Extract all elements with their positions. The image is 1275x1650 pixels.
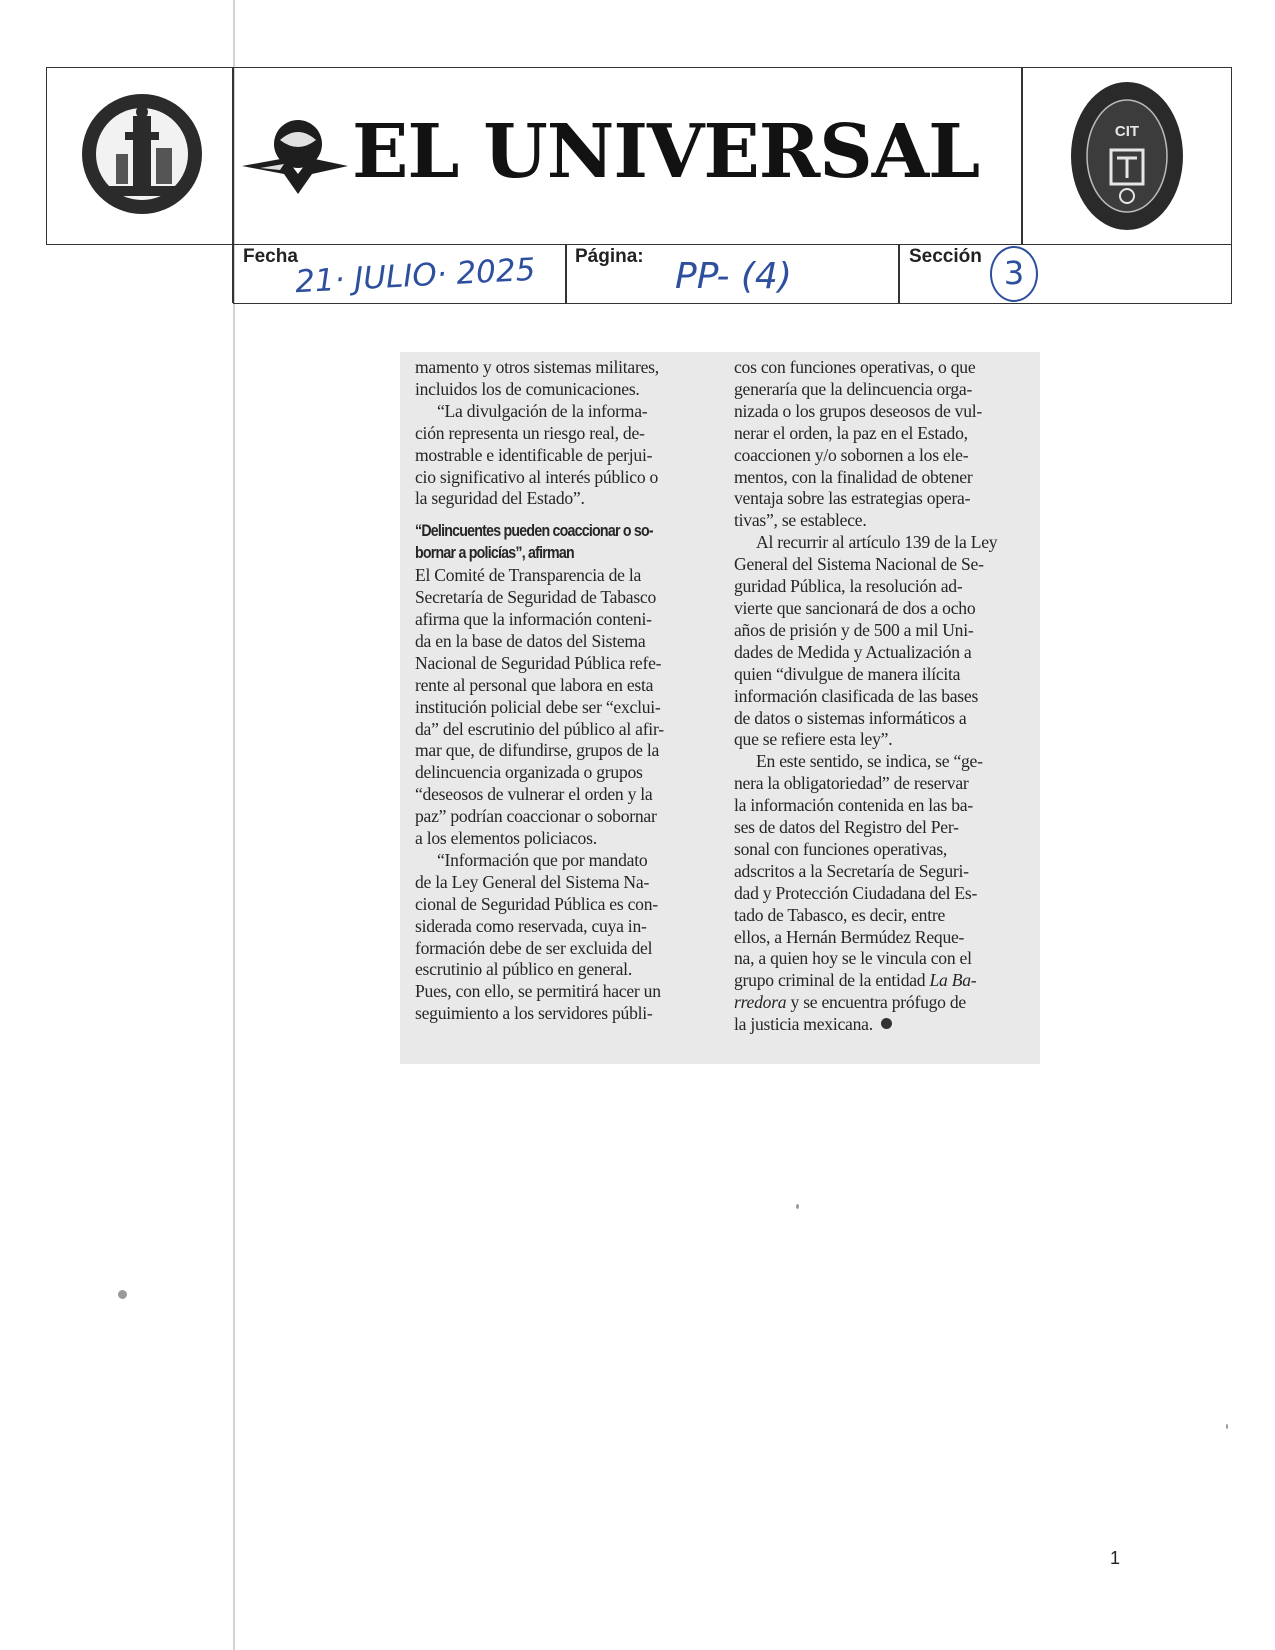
text-line: escrutinio al público en general. [415,959,632,980]
text-line: nizada o los grupos deseosos de vul- [734,400,983,421]
cit-seal-icon [1067,78,1187,234]
text-line: mostrable e identificable de perjui- [415,444,653,465]
text-line: información clasificada de las bases [734,685,979,706]
text-line: “La divulgación de la informa- [437,400,648,421]
text-line: mamento y otros sistemas militares, [415,357,659,377]
union-emblem-icon [78,82,206,227]
text-line: tado de Tabasco, es decir, entre [734,904,946,925]
text-line: vierte que sancionará de dos a ocho [734,597,976,618]
text-line: Nacional de Seguridad Pública refe- [415,652,662,673]
text-line: cos con funciones operativas, o que [734,357,976,377]
text-line: coaccionen y/o sobornen a los ele- [734,444,969,465]
text-line: mentos, con la finalidad de obtener [734,466,973,487]
fecha-value: 21· JULIO· 2025 [294,251,537,301]
text-line: sonal con funciones operativas, [734,838,948,859]
text-line: da en la base de datos del Sistema [415,630,646,651]
pagina-value: PP- (4) [675,256,792,297]
cit-seal-text: CIT [1114,123,1140,140]
text-line: “deseosos de vulnerar el orden y la [415,784,653,805]
pagina-label: Página: [575,246,644,267]
text-line: delincuencia organizada o grupos [415,762,643,783]
text-line: Secretaría de Seguridad de Tabasco [415,587,657,608]
scan-speck [118,1290,127,1299]
text-line: tivas”, se establece. [734,510,867,531]
metadata-divider-1 [565,244,567,304]
text-line: dades de Medida y Actualización a [734,641,972,662]
metadata-divider-2 [898,244,900,304]
text-line: adscritos a la Secretaría de Seguri- [734,860,969,881]
text-line: incluidos los de comunicaciones. [415,378,640,399]
text-line: paz” podrían coaccionar o sobornar [415,806,657,827]
text-line: quien “divulgue de manera ilícita [734,663,961,684]
italic-span: rredora [734,992,787,1013]
fecha-label: Fecha [243,246,298,267]
subhead-line: “Delincuentes pueden coaccionar o so- [415,522,653,541]
scan-speck [1226,1424,1228,1429]
text-line: Al recurrir al artículo 139 de la Ley [756,532,998,553]
page-number: 1 [1110,1548,1121,1568]
text-line: que se refiere esta ley”. [734,729,893,750]
text-line [734,1014,1022,1036]
text-line: institución policial debe ser “exclui- [415,696,661,717]
text-line: afirma que la información conteni- [415,608,652,629]
text-line: nerar el orden, la paz en el Estado, [734,422,968,443]
text-line: na, a quien hoy se le vincula con el [734,948,972,969]
text-line: guridad Pública, la resolución ad- [734,576,963,597]
text-line: ellos, a Hernán Bermúdez Reque- [734,926,965,947]
text-line: cional de Seguridad Pública es con- [415,893,658,914]
text-line: de datos o sistemas informáticos a [734,707,967,728]
text-line [734,970,1022,992]
text-line: de la Ley General del Sistema Na- [415,871,650,892]
text-line: ses de datos del Registro del Per- [734,817,959,838]
header-divider-right [1021,67,1023,245]
text-line: rente al personal que labora en esta [415,674,654,695]
scan-speck [796,1204,799,1209]
text-line: nera la obligatoriedad” de reservar [734,773,969,794]
text-line: En este sentido, se indica, se “ge- [756,751,983,772]
article-subhead [415,521,663,565]
text-line: siderada como reservada, cuya in- [415,915,647,936]
text-line: “Información que por mandato [437,849,648,870]
text-line: años de prisión y de 500 a mil Uni- [734,619,974,640]
text-line [734,992,1022,1014]
subhead-line: bornar a policías”, afirman [415,544,574,563]
italic-span: La Ba- [929,970,977,991]
text-line: da” del escrutinio del público al afir- [415,718,664,739]
seccion-label: Sección [909,246,982,267]
text-line: mar que, de difundirse, grupos de la [415,740,660,761]
text-span: la justicia mexicana. [734,1014,873,1035]
text-line: cio significativo al interés público o [415,466,659,487]
text-line: a los elementos policiacos. [415,828,597,849]
globe-eagle-emblem-icon [240,110,350,200]
masthead-title: EL UNIVERSAL [352,109,980,195]
text-span: grupo criminal de la entidad [734,970,930,991]
text-span: y se encuentra prófugo de [786,992,966,1013]
text-line: seguimiento a los servidores públi- [415,1003,653,1024]
text-line: generaría que la delincuencia orga- [734,378,973,399]
text-line: Pues, con ello, se permitirá hacer un [415,981,661,1002]
text-line: dad y Protección Ciudadana del Es- [734,882,978,903]
end-bullet-icon [881,1018,892,1029]
text-line: ventaja sobre las estrategias opera- [734,488,971,509]
text-line: El Comité de Transparencia de la [415,565,642,586]
text-line: la seguridad del Estado”. [415,488,585,509]
seccion-value: 3 [990,246,1038,302]
article-column-2 [734,357,1022,1036]
text-line: la información contenida en las ba- [734,795,973,816]
text-line: General del Sistema Nacional de Se- [734,554,984,575]
article-column-1 [415,357,703,1025]
text-line: ción representa un riesgo real, de- [415,422,645,443]
text-line: formación debe de ser excluida del [415,937,653,958]
